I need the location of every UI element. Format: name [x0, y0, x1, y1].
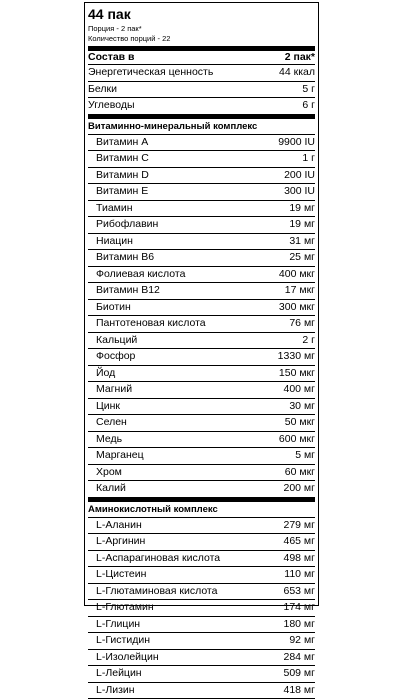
nutrient-row	[88, 135, 315, 152]
nutrient-name: L-Лизин	[96, 683, 135, 699]
nutrient-name: L-Изолейцин	[96, 650, 159, 666]
nutrition-facts-panel	[84, 2, 319, 606]
nutrient-value: 180 мг	[284, 617, 316, 633]
nutrient-value: 174 мг	[284, 600, 316, 616]
nutrient-value: 31 мг	[289, 234, 315, 250]
nutrient-name: L-Гистидин	[96, 633, 150, 649]
nutrient-name: Фолиевая кислота	[96, 267, 185, 283]
nutrient-row	[88, 534, 315, 551]
servings-count-text: Количество порций - 22	[88, 34, 315, 44]
nutrient-name: Магний	[96, 382, 132, 398]
nutrient-value: 60 мкг	[285, 465, 315, 481]
nutrient-row	[88, 333, 315, 350]
vitamin-section-title: Витаминно-минеральный комплекс	[88, 115, 315, 135]
nutrient-row	[88, 250, 315, 267]
nutrient-name: L-Аланин	[96, 518, 142, 534]
nutrient-row	[88, 349, 315, 366]
nutrient-name: Йод	[96, 366, 115, 382]
nutrient-name: Белки	[88, 82, 117, 98]
nutrient-row	[88, 600, 315, 617]
nutrient-value: 50 мкг	[285, 415, 315, 431]
nutrient-row	[88, 448, 315, 465]
nutrient-name: Энергетическая ценность	[88, 65, 213, 81]
nutrient-row	[88, 366, 315, 383]
nutrient-value: 76 мг	[289, 316, 315, 332]
nutrient-name: Кальций	[96, 333, 137, 349]
nutrient-name: Марганец	[96, 448, 144, 464]
nutrient-value: 110 мг	[284, 567, 315, 583]
nutrient-value: 1 г	[302, 151, 315, 167]
nutrient-value: 150 мкг	[279, 366, 315, 382]
nutrient-row	[88, 98, 315, 115]
nutrient-name: Медь	[96, 432, 122, 448]
nutrient-name: Хром	[96, 465, 122, 481]
nutrient-value: 279 мг	[284, 518, 316, 534]
vitamins-list	[88, 135, 315, 498]
nutrient-value: 9900 IU	[278, 135, 315, 151]
nutrient-name: Витамин B12	[96, 283, 160, 299]
nutrient-row	[88, 151, 315, 168]
nutrient-value: 19 мг	[289, 217, 315, 233]
nutrient-name: L-Цистеин	[96, 567, 146, 583]
nutrient-name: Калий	[96, 481, 126, 497]
nutrient-name: Тиамин	[96, 201, 133, 217]
nutrient-name: Витамин B6	[96, 250, 154, 266]
nutrient-name: Витамин D	[96, 168, 149, 184]
nutrient-row	[88, 465, 315, 482]
nutrient-row	[88, 617, 315, 634]
nutrient-value: 300 IU	[284, 184, 315, 200]
composition-header-serving: 2 пак*	[285, 51, 315, 64]
nutrient-value: 44 ккал	[279, 65, 315, 81]
nutrient-value: 465 мг	[284, 534, 316, 550]
nutrient-value: 400 мг	[284, 382, 316, 398]
nutrient-name: Биотин	[96, 300, 131, 316]
nutrient-row	[88, 283, 315, 300]
nutrient-name: Селен	[96, 415, 127, 431]
nutrient-row	[88, 567, 315, 584]
aminos-list	[88, 518, 315, 699]
nutrient-name: Фосфор	[96, 349, 135, 365]
amino-section-title: Аминокислотный комплекс	[88, 498, 315, 518]
nutrient-name: Витамин C	[96, 151, 149, 167]
nutrient-name: Витамин A	[96, 135, 148, 151]
nutrient-row	[88, 267, 315, 284]
nutrient-row	[88, 234, 315, 251]
nutrient-value: 25 мг	[289, 250, 315, 266]
nutrient-name: Витамин E	[96, 184, 148, 200]
nutrient-row	[88, 168, 315, 185]
nutrient-name: L-Аспарагиновая кислота	[96, 551, 220, 567]
nutrient-row	[88, 300, 315, 317]
product-title: 44 пак	[88, 5, 315, 24]
nutrient-name: L-Глютамин	[96, 600, 154, 616]
macros-list	[88, 65, 315, 115]
nutrient-row	[88, 551, 315, 568]
nutrient-row	[88, 633, 315, 650]
composition-header-label: Состав в	[88, 51, 135, 64]
nutrient-value: 5 г	[302, 82, 315, 98]
nutrient-row	[88, 217, 315, 234]
nutrient-value: 92 мг	[289, 633, 315, 649]
nutrient-value: 6 г	[302, 98, 315, 114]
nutrient-row	[88, 201, 315, 218]
nutrient-value: 653 мг	[284, 584, 316, 600]
nutrient-value: 2 г	[302, 333, 315, 349]
nutrient-name: L-Глютаминовая кислота	[96, 584, 217, 600]
nutrient-value: 200 мг	[284, 481, 316, 497]
nutrient-value: 498 мг	[284, 551, 316, 567]
composition-header	[88, 51, 315, 65]
nutrient-row	[88, 683, 315, 699]
nutrient-name: Пантотеновая кислота	[96, 316, 206, 332]
nutrient-name: Углеводы	[88, 98, 135, 114]
portion-text: Порция - 2 пак*	[88, 24, 315, 34]
nutrient-name: L-Аргинин	[96, 534, 145, 550]
nutrient-value: 509 мг	[284, 666, 316, 682]
nutrient-row	[88, 432, 315, 449]
nutrient-row	[88, 584, 315, 601]
nutrient-value: 5 мг	[295, 448, 315, 464]
nutrient-row	[88, 415, 315, 432]
nutrient-value: 284 мг	[284, 650, 316, 666]
nutrient-name: Ниацин	[96, 234, 133, 250]
nutrient-name: Рибофлавин	[96, 217, 158, 233]
nutrient-name: L-Лейцин	[96, 666, 142, 682]
nutrient-value: 200 IU	[284, 168, 315, 184]
nutrient-value: 400 мкг	[279, 267, 315, 283]
nutrient-row	[88, 481, 315, 498]
nutrient-row	[88, 65, 315, 82]
nutrient-name: L-Глицин	[96, 617, 140, 633]
nutrient-value: 418 мг	[284, 683, 316, 699]
nutrient-row	[88, 382, 315, 399]
nutrient-row	[88, 399, 315, 416]
nutrient-row	[88, 650, 315, 667]
nutrient-name: Цинк	[96, 399, 120, 415]
nutrient-row	[88, 184, 315, 201]
nutrient-row	[88, 316, 315, 333]
nutrient-value: 19 мг	[289, 201, 315, 217]
nutrient-value: 1330 мг	[278, 349, 315, 365]
nutrient-value: 600 мкг	[279, 432, 315, 448]
nutrient-value: 300 мкг	[279, 300, 315, 316]
nutrient-row	[88, 82, 315, 99]
nutrient-value: 17 мкг	[285, 283, 315, 299]
nutrient-value: 30 мг	[289, 399, 315, 415]
nutrient-row	[88, 518, 315, 535]
nutrient-row	[88, 666, 315, 683]
